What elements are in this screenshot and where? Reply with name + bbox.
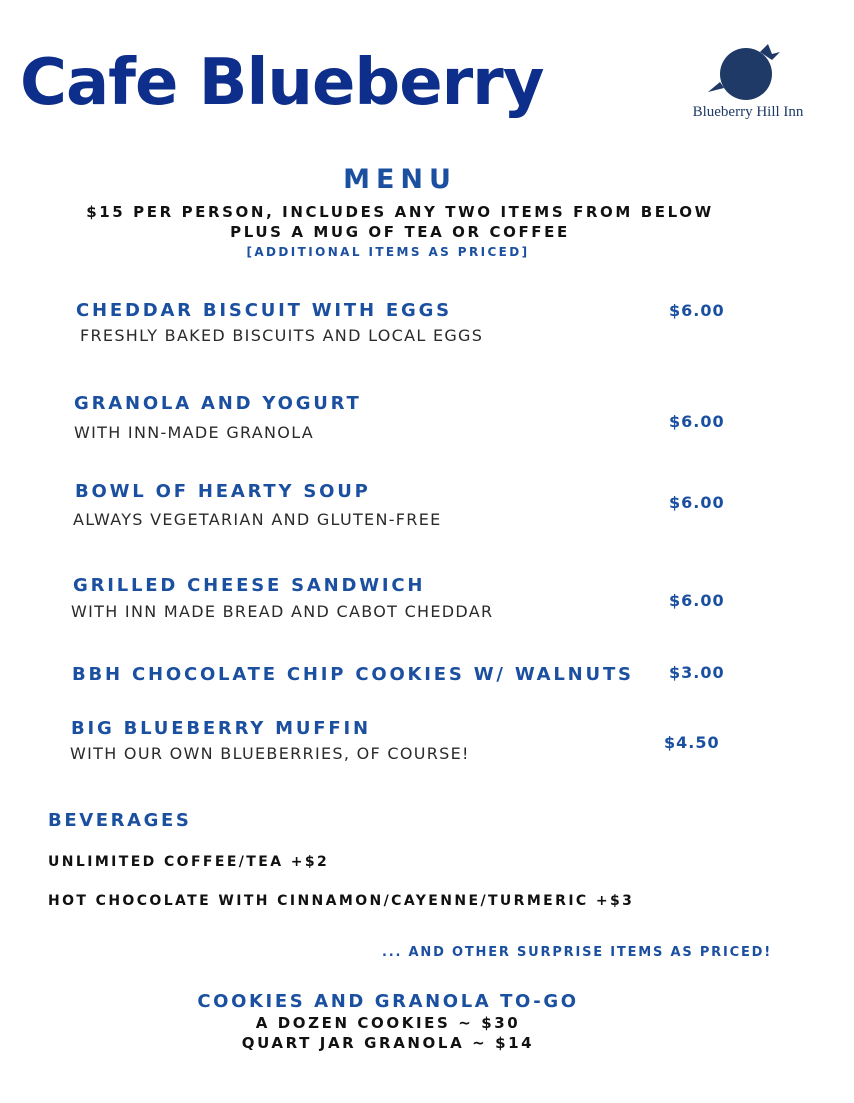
menu-item-name: BBH CHOCOLATE CHIP COOKIES W/ WALNUTS bbox=[72, 664, 634, 685]
togo-item: A DOZEN COOKIES ~ $30 bbox=[255, 1014, 521, 1032]
menu-item-desc: ALWAYS VEGETARIAN AND GLUTEN-FREE bbox=[73, 510, 442, 529]
menu-item-price: $6.00 bbox=[669, 412, 725, 431]
menu-item-name: GRANOLA AND YOGURT bbox=[74, 393, 362, 414]
menu-item-desc: WITH INN MADE BREAD AND CABOT CHEDDAR bbox=[71, 602, 494, 621]
menu-item-name: BOWL OF HEARTY SOUP bbox=[75, 481, 371, 502]
blueberry-icon bbox=[706, 42, 786, 104]
menu-item-name: GRILLED CHEESE SANDWICH bbox=[73, 575, 426, 596]
price-info-line-1: $15 PER PERSON, INCLUDES ANY TWO ITEMS FROM BELOW bbox=[86, 203, 714, 221]
menu-item-price: $6.00 bbox=[669, 301, 725, 320]
menu-item-price: $6.00 bbox=[669, 591, 725, 610]
beverage-item: UNLIMITED COFFEE/TEA +$2 bbox=[48, 854, 330, 870]
logo-text: Blueberry Hill Inn bbox=[692, 104, 804, 120]
menu-item-name: BIG BLUEBERRY MUFFIN bbox=[71, 718, 371, 739]
menu-item-price: $6.00 bbox=[669, 493, 725, 512]
surprise-note: ... AND OTHER SURPRISE ITEMS AS PRICED! bbox=[382, 945, 772, 960]
price-info-line-3: [ADDITIONAL ITEMS AS PRICED] bbox=[246, 245, 530, 259]
menu-item-price: $3.00 bbox=[669, 663, 725, 682]
price-info-line-2: PLUS A MUG OF TEA OR COFFEE bbox=[230, 223, 570, 241]
menu-heading: MENU bbox=[343, 164, 457, 195]
togo-heading: COOKIES AND GRANOLA TO-GO bbox=[197, 991, 579, 1012]
menu-item-name: CHEDDAR BISCUIT WITH EGGS bbox=[76, 300, 452, 321]
beverages-heading: BEVERAGES bbox=[48, 810, 192, 831]
inn-logo bbox=[692, 40, 810, 130]
menu-item-desc: FRESHLY BAKED BISCUITS AND LOCAL EGGS bbox=[80, 326, 484, 345]
page-title: Cafe Blueberry bbox=[20, 46, 544, 120]
menu-item-desc: WITH OUR OWN BLUEBERRIES, OF COURSE! bbox=[70, 744, 470, 763]
togo-item: QUART JAR GRANOLA ~ $14 bbox=[241, 1034, 535, 1052]
menu-item-desc: WITH INN-MADE GRANOLA bbox=[74, 423, 315, 442]
menu-item-price: $4.50 bbox=[664, 733, 720, 752]
beverage-item: HOT CHOCOLATE WITH CINNAMON/CAYENNE/TURMERIC +$3 bbox=[48, 893, 635, 909]
